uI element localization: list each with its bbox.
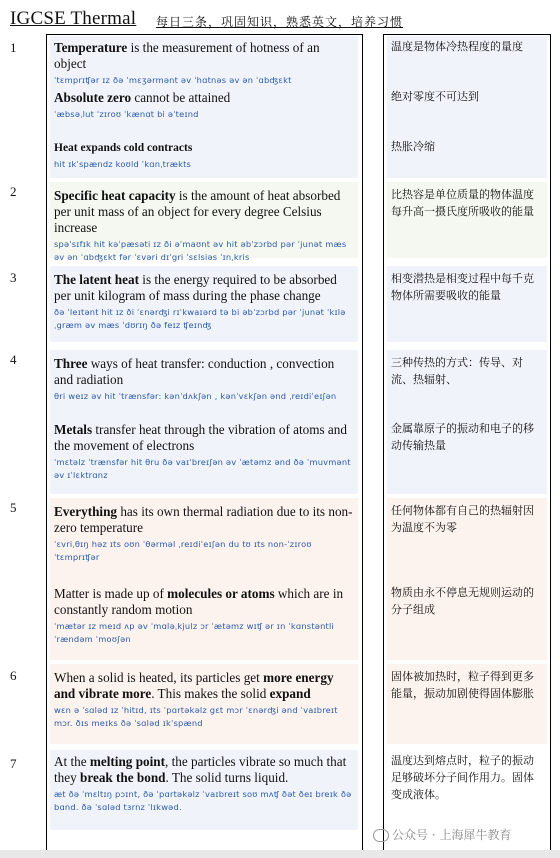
key-term: Temperature [54,40,128,55]
entry-text [54,40,354,72]
phonetic-transcription: θri weɪz əv hit ˈtrænsfər: kənˈdʌkʃən , kənˈvɛkʃən ənd ˌreɪdiˈeɪʃən [54,391,337,401]
page-title: IGCSE Thermal [10,8,137,29]
entry-sentence: , the particles vibrate so much that they [54,754,347,785]
key-term: Everything [54,504,118,519]
watermark-text: 公众号 · 上海犀牛教育 [392,828,512,842]
translation-text: 相变潜热是相变过程中每千克物体所需要吸收的能量 [391,272,534,302]
key-term: Three [54,356,88,371]
row-number: 2 [10,184,17,199]
entry-sentence: has its own thermal radiation due to its non-zero temperature [54,504,353,535]
entry-4 [50,350,358,494]
key-term: break the bond [80,770,166,785]
entry-text [54,670,354,702]
entry-text [54,356,354,388]
phonetic-transcription: hit ɪkˈspændz koʊld ˈkɑnˌtrækts [54,159,192,169]
phonetic-transcription: ˈɛvriˌθɪŋ həz ɪts oʊn ˈθərməl ˌreɪdiˈeɪʃən du tʊ ɪts non-ˈzɪroʊ ˈtɛmprɪʧər [54,539,312,562]
translation-text: 绝对零度不可达到 [391,90,479,103]
key-term: more energy and vibrate more [54,670,334,701]
key-term: melting point [89,754,166,769]
entry-text [54,586,354,618]
row-number: 3 [10,270,17,285]
translation-3 [387,266,547,342]
translation-text: 物质由永不停息无规则运动的分子组成 [391,586,534,616]
translation-6 [387,664,547,744]
phonetic-transcription: ˈmɛtəlz ˈtrænsfər hit θru ðə vaɪˈbreɪʃən əv ˈætəmz ənd ðə ˈmuvmənt əv ɪˈlɛktrɑnz [54,457,351,480]
key-term: molecules or atoms [167,586,275,601]
entry-sentence: is the measurement of hotness of an object [54,40,320,71]
entry-5 [50,498,358,660]
phonetic-transcription: æt ðə ˈmɛltɪŋ pɔɪnt, ðə ˈpɑrtəkəlz ˈvaɪbreɪt soʊ mʌʧ ðət ðeɪ breɪk ðə bɑnd. ðə ˈsɑləd tɜrnz ˈlɪkwəd. [54,789,352,812]
entry-3 [50,266,358,342]
row-number: 5 [10,500,17,515]
phonetic-transcription: ˈtɛmprɪʧər ɪz ðə ˈmɛʒərmənt əv ˈhɑtnəs əv ən ˈɑbʤɛkt [54,75,292,85]
entry-sentence: cannot be attained [131,90,231,105]
row-number: 1 [10,40,17,55]
entry-text [54,504,354,536]
key-term: Absolute zero [54,90,132,105]
translation-text: 热胀冷缩 [391,140,435,153]
translation-text: 比热容是单位质量的物体温度每升高一摄氏度所吸收的能量 [391,188,534,218]
entry-sentence: which are in constantly random motion [54,586,344,617]
entry-sentence: At the [54,754,90,769]
entry-text [54,188,354,236]
header [8,8,552,32]
entry-sentence: When a solid is heated, its particles get [54,670,264,685]
key-term: Heat expands cold contracts [54,142,193,154]
entry-sentence: is the energy required to be absorbed per unit kilogram of mass during the phase change [54,272,337,303]
phonetic-transcription: wɛn ə ˈsɑləd ɪz ˈhitɪd, ɪts ˈpɑrtəkəlz gɛt mɔr ˈɛnərʤi ənd ˈvaɪbreɪt mɔr. ðɪs meɪks ðə ˈsɑləd ɪkˈspænd [54,705,338,728]
phonetic-transcription: ðə ˈleɪtənt hit ɪz ði ˈɛnərʤi rɪˈkwaɪərd tə bi əbˈzɔrbd pər ˈjunət ˈkɪləˌgræm əv mæs ˈdʊrɪŋ ðə feɪz ʧeɪnʤ [54,307,346,330]
key-term: The latent heat [54,272,139,287]
entry-text [54,754,354,786]
entry-7 [50,750,358,830]
translation-text: 温度是物体冷热程度的量度 [391,40,523,53]
entry-1 [50,36,358,178]
bottom-bar [0,850,560,858]
translation-5 [387,498,547,660]
row-number: 7 [10,756,17,771]
key-term: Specific heat capacity [54,188,176,203]
translation-4 [387,350,547,494]
entry-6 [50,664,358,744]
translation-text: 金属靠原子的振动和电子的移动传输热量 [391,422,534,452]
row-number: 4 [10,352,17,367]
chat-bubble-icon [373,829,389,842]
watermark [373,826,511,843]
key-term: Metals [54,422,93,437]
translation-text: 任何物体都有自己的热辐射因为温度不为零 [391,504,534,534]
entry-sentence: . The solid turns liquid. [165,770,289,785]
entry-text [54,422,354,454]
entry-sentence: ways of heat transfer: conduction , convection and radiation [54,356,335,387]
translation-text: 固体被加热时，粒子得到更多能量，振动加剧使得固体膨胀 [391,670,534,700]
entry-sentence: is the amount of heat absorbed per unit mass of an object for every degree Celsius increase [54,188,341,235]
entry-text [54,272,354,304]
translation-text: 温度达到熔点时，粒子的振动足够破坏分子间作用力。固体变成液体。 [391,754,534,801]
translation-2 [387,182,547,258]
phonetic-transcription: ˈmætər ɪz meɪd ʌp əv ˈmɑləˌkjulz ɔr ˈætəmz wɪʧ ər ɪn ˈkɑnstəntli ˈrændəm ˈmoʊʃən [54,621,334,644]
entry-text [54,90,354,106]
entry-text [54,140,354,156]
key-term: expand [269,686,311,701]
entry-sentence: transfer heat through the vibration of atoms and the movement of electrons [54,422,347,453]
translation-7 [387,750,547,822]
page-subtitle: 每日三条，巩固知识，熟悉英文，培养习惯 [156,15,404,29]
entry-sentence: . This makes the solid [151,686,270,701]
phonetic-transcription: ˈæbsəˌlut ˈzɪroʊ ˈkænɑt bi əˈteɪnd [54,109,199,119]
entry-2 [50,182,358,262]
phonetic-transcription: spəˈsɪfɪk hit kəˈpæsəti ɪz ði əˈmaʊnt əv hit əbˈzɔrbd pər ˈjunət mæs əv ən ˈɑbʤɛkt fər ˈɛvəri dɪˈgri ˈsɛlsiəs ˈɪnˌkris [54,239,347,262]
row-number: 6 [10,668,17,683]
entry-sentence: Matter is made up of [54,586,168,601]
translation-1 [387,36,547,178]
translation-text: 三种传热的方式：传导、对流、热辐射、 [391,356,523,386]
